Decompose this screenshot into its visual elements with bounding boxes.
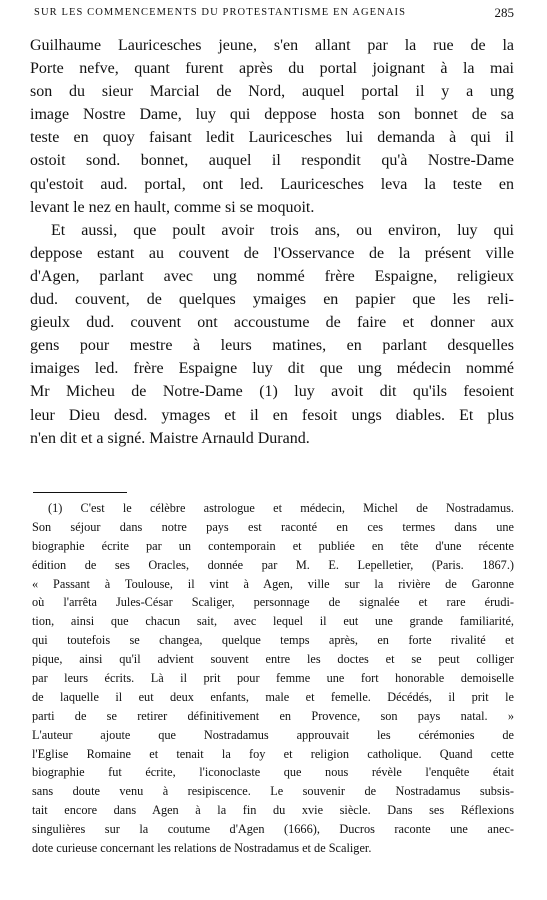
text-line: où l'arrêta Jules-César Scaliger, personnage de signalée et rare érudi-: [32, 595, 514, 610]
text-line: « Passant à Toulouse, il vint à Agen, ville sur la rivière de Garonne: [32, 576, 514, 591]
text-line: deppose estant au couvent de l'Osservance de la présent ville: [30, 244, 514, 262]
paragraph: [30, 219, 514, 450]
text-line: Guilhaume Lauricesches jeune, s'en allant par la rue de la: [30, 37, 514, 54]
text-line: singulières sur la coutume d'Agen (1666), Ducros raconte une anec-: [32, 822, 514, 837]
text-line: Son séjour dans notre pays est raconté en ces termes dans une: [32, 519, 514, 534]
text-line: L'auteur ajoute que Nostradamus approuvait les cérémonies de: [32, 727, 514, 742]
text-line: dote curieuse concernant les relations de Nostradamus et de Scaliger.: [32, 841, 372, 856]
footnote-separator: [33, 492, 127, 493]
text-line: (1) C'est le célèbre astrologue et médecin, Michel de Nostradamus.: [48, 501, 514, 515]
text-line: gieulx dud. couvent ont accoustume de faire et donner aux: [30, 314, 514, 332]
text-line: par leurs écrits. Là il prit pour femme une fort honorable demoiselle: [32, 671, 514, 686]
text-line: qui toutefois se changea, quelque temps après, en forte rivalité et: [32, 633, 514, 648]
text-line: édition de ses Oracles, donnée par M. E. Lepelletier, (Paris. 1867.): [32, 557, 514, 572]
text-line: image Nostre Dame, luy qui deppose hosta son bonnet de sa: [30, 106, 514, 124]
text-line: Mr Micheu de Notre-Dame (1) luy avoit dit qu'ils fesoient: [30, 383, 514, 401]
running-title: SUR LES COMMENCEMENTS DU PROTESTANTISME EN AGENAIS: [34, 7, 407, 18]
text-line: levant le nez en hault, comme si se moquoit.: [30, 198, 315, 216]
main-text: [30, 34, 514, 450]
text-line: teste en quoy faisant ledit Lauricesches lui demanda à qui il: [30, 129, 514, 147]
text-line: leur Dieu desd. ymages et il en fesoit ungs diables. Et plus: [30, 406, 514, 424]
text-line: tait encore dans Agen à la fin du xvie siècle. Dans ses Réflexions: [32, 803, 514, 818]
text-line: imaiges led. frère Espaigne luy dit que ung médecin nommé: [30, 360, 514, 378]
text-line: Porte nefve, quant furent après du portal joignant à la mai: [30, 60, 514, 78]
running-header: [34, 7, 514, 18]
text-line: n'en dit et a signé. Maistre Arnauld Durand.: [30, 429, 310, 447]
text-line: de laquelle il eut deux enfants, male et femelle. Décédés, il prit le: [32, 689, 514, 704]
text-line: biographie écrite par un contemporain et publiée en tête d'une récente: [32, 538, 514, 553]
text-line: ostoit sond. bonnet, auquel il respondit qu'à Nostre-Dame: [30, 152, 514, 170]
text-line: tion, ainsi que chacun sait, avec lequel il eut une grande familiarité,: [32, 614, 514, 629]
text-line: biographie fut écrite, l'iconoclaste que nous révèle l'enquête était: [32, 765, 514, 780]
text-line: dud. couvent, de quelques ymaiges en papier que les reli-: [30, 291, 514, 309]
text-line: son du sieur Marcial de Nord, auquel portal il y a ung: [30, 83, 514, 101]
text-line: gens pour mestre à leurs matines, en parlant desquelles: [30, 337, 514, 355]
text-line: d'Agen, parlant avec ung nommé frère Espaigne, religieux: [30, 267, 514, 285]
paragraph: [30, 34, 514, 219]
page-number: 285: [494, 5, 514, 20]
text-line: parti de se retirer définitivement en Provence, son pays natal. »: [32, 708, 514, 723]
text-line: sans doute venu à resipiscence. Le souvenir de Nostradamus subsis-: [32, 784, 514, 799]
footnote: [32, 499, 514, 858]
text-line: qu'estoit aud. portal, ont led. Lauricesches leva la teste en: [30, 175, 514, 193]
text-line: pique, ainsi qu'il advient souvent entre les doctes et se peut colliger: [32, 652, 514, 667]
text-line: l'Eglise Romaine et tenait la foy et religion catholique. Quand cette: [32, 746, 514, 761]
text-line: Et aussi, que poult avoir trois ans, ou environ, luy qui: [51, 221, 514, 239]
